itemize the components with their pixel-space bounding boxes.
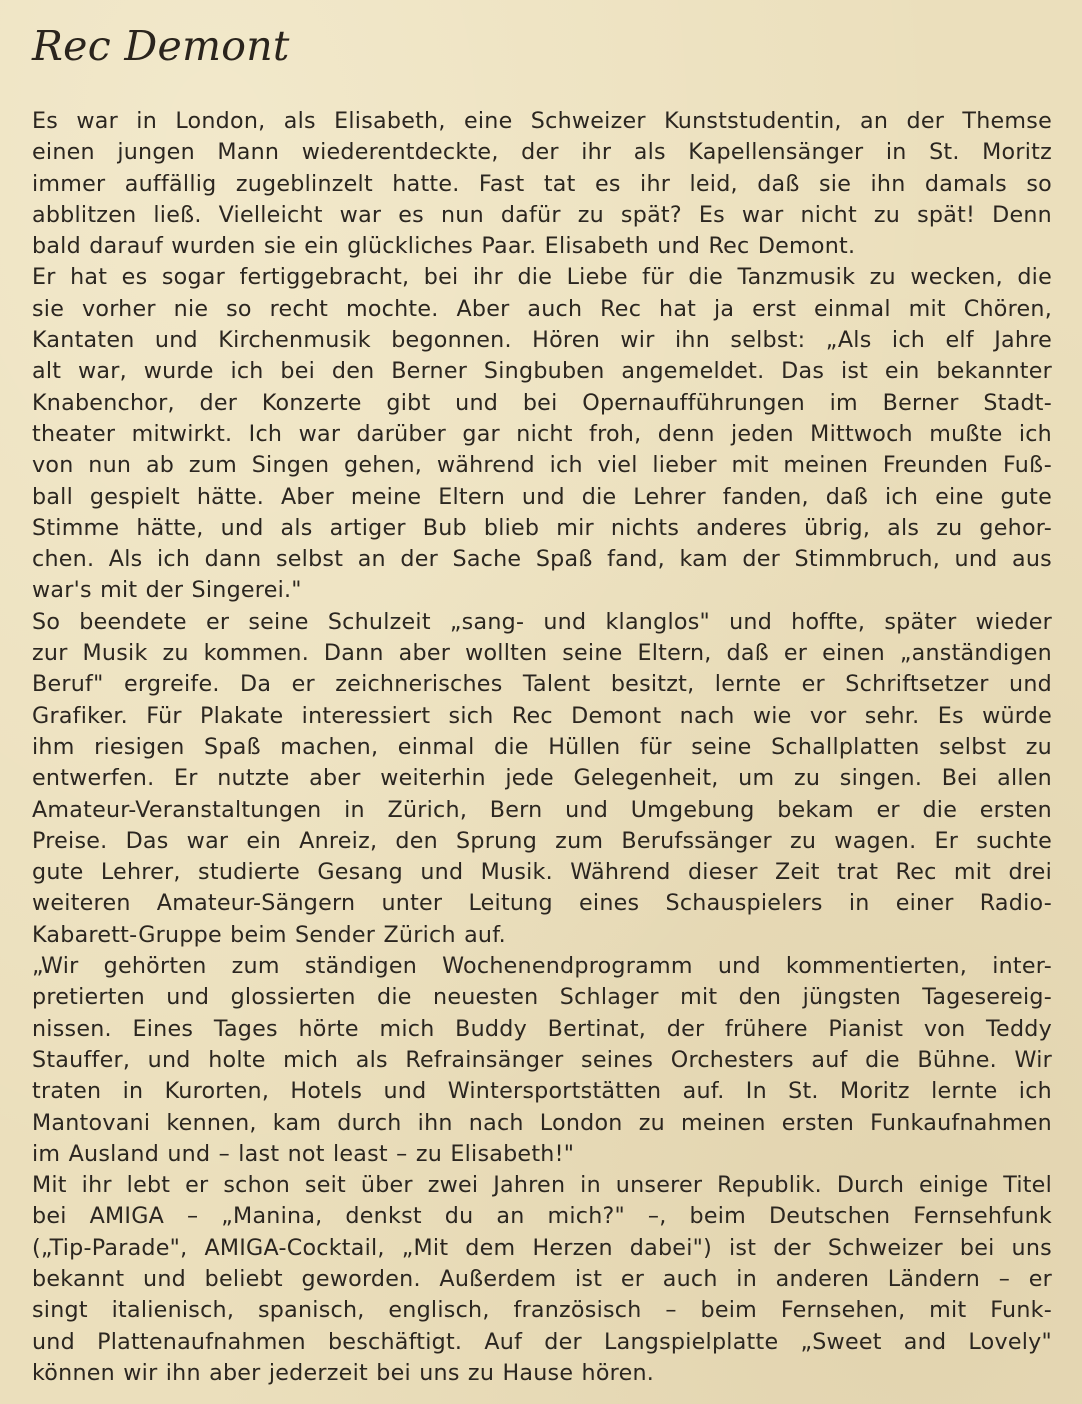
text-line: traten in Kurorten, Hotels und Wintersportstätten auf. In St. Moritz lernte ich [32, 1078, 1052, 1105]
text-line: Kabarett-Gruppe beim Sender Zürich auf. [32, 921, 506, 948]
text-line: nissen. Eines Tages hörte mich Buddy Bertinat, der frühere Pianist von Teddy [32, 1015, 1052, 1042]
text-line: alt war, wurde ich bei den Berner Singbuben angemeldet. Das ist ein bekannter [32, 358, 1052, 385]
text-line: pretierten und glossierten die neuesten Schlager mit den jüngsten Tagesereig- [32, 984, 1052, 1011]
text-line: abblitzen ließ. Vielleicht war es nun dafür zu spät? Es war nicht zu spät! Denn [32, 201, 1052, 228]
text-line: können wir ihn aber jederzeit bei uns zu Hause hören. [32, 1359, 655, 1386]
text-line: bei AMIGA – „Manina, denkst du an mich?" –, beim Deutschen Fernsehfunk [32, 1203, 1052, 1230]
text-line: entwerfen. Er nutzte aber weiterhin jede Gelegenheit, um zu singen. Bei allen [32, 765, 1052, 792]
text-line: und Plattenaufnahmen beschäftigt. Auf der Langspielplatte „Sweet and Lovely" [32, 1328, 1052, 1355]
text-line: im Ausland und – last not least – zu Elisabeth!" [32, 1140, 575, 1167]
text-line: Grafiker. Für Plakate interessiert sich Rec Demont nach wie vor sehr. Es würde [32, 702, 1052, 729]
text-line: Mit ihr lebt er schon seit über zwei Jahren in unserer Republik. Durch einige Titel [32, 1172, 1052, 1199]
text-line: weiteren Amateur-Sängern unter Leitung eines Schauspielers in einer Radio- [32, 890, 1052, 917]
article-title: Rec Demont [32, 22, 290, 70]
text-line: zur Musik zu kommen. Dann aber wollten seine Eltern, daß er einen „anständigen [32, 640, 1052, 667]
text-line: chen. Als ich dann selbst an der Sache Spaß fand, kam der Stimmbruch, und aus [32, 546, 1052, 573]
text-line: Beruf" ergreife. Da er zeichnerisches Talent besitzt, lernte er Schriftsetzer und [32, 671, 1052, 698]
text-line: immer auffällig zugeblinzelt hatte. Fast tat es ihr leid, daß sie ihn damals so [32, 170, 1052, 197]
text-line: theater mitwirkt. Ich war darüber gar nicht froh, denn jeden Mittwoch mußte ich [32, 420, 1052, 447]
text-line: Knabenchor, der Konzerte gibt und bei Opernaufführungen im Berner Stadt- [32, 389, 1052, 416]
text-line: sie vorher nie so recht mochte. Aber auch Rec hat ja erst einmal mit Chören, [32, 295, 1052, 322]
article-paragraph [32, 106, 1052, 262]
text-line: So beendete er seine Schulzeit „sang- und klanglos" und hoffte, später wieder [32, 608, 1052, 635]
text-line: Er hat es sogar fertiggebracht, bei ihr die Liebe für die Tanzmusik zu wecken, die [32, 264, 1052, 291]
text-line: bekannt und beliebt geworden. Außerdem ist er auch in anderen Ländern – er [32, 1265, 1052, 1292]
article-paragraph [32, 262, 1052, 606]
text-line: Preise. Das war ein Anreiz, den Sprung zum Berufssänger zu wagen. Er suchte [32, 827, 1052, 854]
article-body [32, 106, 1052, 1389]
text-line: einen jungen Mann wiederentdeckte, der ihr als Kapellensänger in St. Moritz [32, 139, 1052, 166]
text-line: Stimme hätte, und als artiger Bub blieb mir nichts anderes übrig, als zu gehor- [32, 514, 1052, 541]
text-line: „Wir gehörten zum ständigen Wochenendprogramm und kommentierten, inter- [32, 953, 1052, 980]
text-line: Amateur-Veranstaltungen in Zürich, Bern und Umgebung bekam er die ersten [32, 796, 1052, 823]
text-line: von nun ab zum Singen gehen, während ich viel lieber mit meinen Freunden Fuß- [32, 452, 1052, 479]
article-paragraph [32, 607, 1052, 951]
text-line: Mantovani kennen, kam durch ihn nach London zu meinen ersten Funkaufnahmen [32, 1109, 1052, 1136]
article-paragraph [32, 1170, 1052, 1389]
article-paragraph [32, 951, 1052, 1170]
text-line: Stauffer, und holte mich als Refrainsänger seines Orchesters auf die Bühne. Wir [32, 1046, 1052, 1073]
text-line: Kantaten und Kirchenmusik begonnen. Hören wir ihn selbst: „Als ich elf Jahre [32, 327, 1052, 354]
text-line: war's mit der Singerei." [32, 577, 302, 604]
text-line: gute Lehrer, studierte Gesang und Musik. Während dieser Zeit trat Rec mit drei [32, 859, 1052, 886]
text-line: bald darauf wurden sie ein glückliches Paar. Elisabeth und Rec Demont. [32, 233, 856, 260]
text-line: singt italienisch, spanisch, englisch, französisch – beim Fernsehen, mit Funk- [32, 1297, 1052, 1324]
text-line: ball gespielt hätte. Aber meine Eltern und die Lehrer fanden, daß ich eine gute [32, 483, 1052, 510]
text-line: Es war in London, als Elisabeth, eine Schweizer Kunststudentin, an der Themse [32, 108, 1052, 134]
text-line: („Tip-Parade", AMIGA-Cocktail, „Mit dem Herzen dabei") ist der Schweizer bei uns [32, 1234, 1052, 1261]
text-line: ihm riesigen Spaß machen, einmal die Hüllen für seine Schallplatten selbst zu [32, 733, 1052, 760]
